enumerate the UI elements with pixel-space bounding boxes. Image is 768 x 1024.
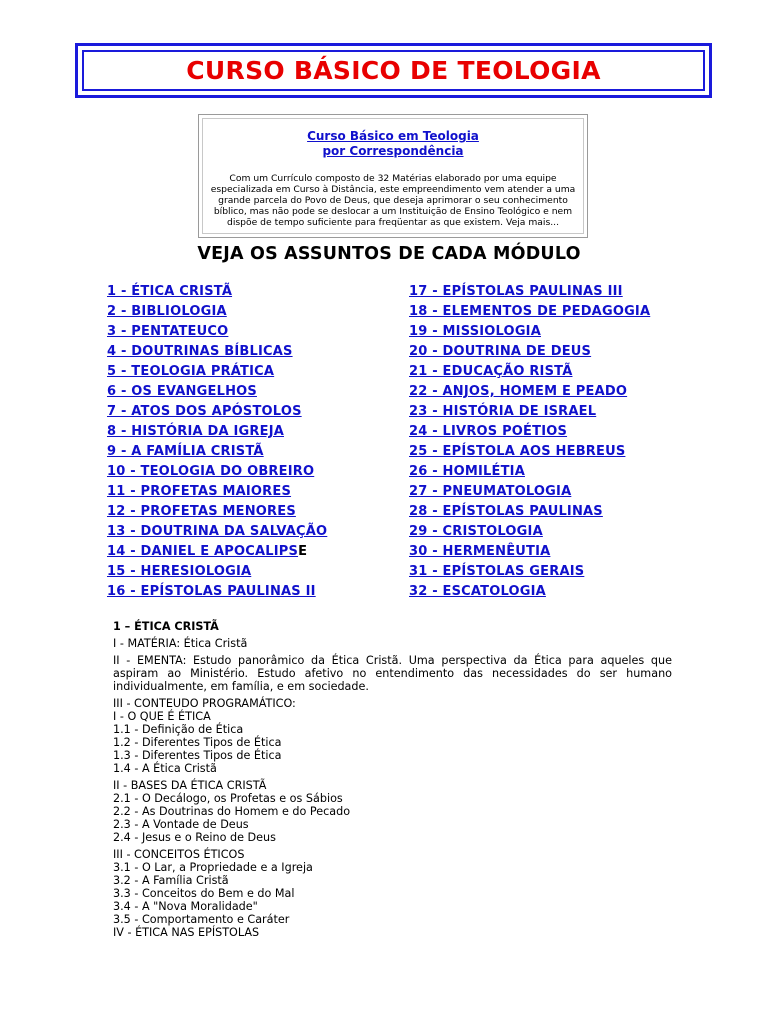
module-column-right	[409, 283, 650, 603]
modules-heading: VEJA OS ASSUNTOS DE CADA MÓDULO	[197, 244, 581, 264]
module-link[interactable]: 5 - TEOLOGIA PRÁTICA	[107, 364, 275, 379]
module-link[interactable]: 9 - A FAMÍLIA CRISTÃ	[107, 444, 264, 459]
module-link[interactable]: 10 - TEOLOGIA DO OBREIRO	[107, 464, 315, 479]
module-link[interactable]: 1 - ÉTICA CRISTÃ	[107, 284, 233, 299]
module-link[interactable]: 14 - DANIEL E APOCALIPS	[107, 544, 299, 559]
module-link[interactable]: 31 - EPÍSTOLAS GERAIS	[409, 564, 585, 579]
detail-title: 1 – ÉTICA CRISTÃ	[113, 620, 219, 633]
course-promo-inner	[202, 118, 584, 234]
page-title: CURSO BÁSICO DE TEOLOGIA	[186, 56, 601, 85]
module-link[interactable]: 22 - ANJOS, HOMEM E PEADO	[409, 384, 628, 399]
detail-line: 1.2 - Diferentes Tipos de Ética	[113, 736, 282, 749]
module-link[interactable]: 24 - LIVROS POÉTIOS	[409, 424, 568, 439]
detail-line: 3.1 - O Lar, a Propriedade e a Igreja	[113, 861, 313, 874]
promo-description: Com um Currículo composto de 32 Matérias elaborado por uma equipe especializada em Curso à Distância, este empreendimento vem atender a uma grande parcela do Povo de Deus, que deseja aprimorar o seu conhecimento bíblico, mas não pode se deslocar a um Instituição de Ensino Teológico e nem dispõe de tempo suficiente para freqüentar as que existem. Veja mais...	[210, 173, 576, 228]
module-link[interactable]: 12 - PROFETAS MENORES	[107, 504, 296, 519]
detail-ementa: II - EMENTA: Estudo panorâmico da Ética Cristã. Uma perspectiva da Ética para aqueles que aspiram ao Ministério. Estudo afetivo no entendimento das necessidades do ser humano individualmente, em família, e em sociedade.	[113, 654, 672, 693]
detail-line: 1.1 - Definição de Ética	[113, 723, 244, 736]
detail-line: 3.3 - Conceitos do Bem e do Mal	[113, 887, 295, 900]
promo-subtitle-link[interactable]: por Correspondência	[322, 144, 464, 158]
module-detail	[113, 620, 672, 943]
module-link[interactable]: 32 - ESCATOLOGIA	[409, 584, 546, 599]
detail-line: 2.1 - O Decálogo, os Profetas e os Sábios	[113, 792, 343, 805]
detail-group	[113, 779, 672, 844]
course-promo-box	[198, 114, 588, 238]
detail-line: IV - ÉTICA NAS EPÍSTOLAS	[113, 926, 260, 939]
detail-materia: I - MATÉRIA: Ética Cristã	[113, 637, 248, 650]
detail-line: 2.2 - As Doutrinas do Homem e do Pecado	[113, 805, 351, 818]
module-link[interactable]: 7 - ATOS DOS APÓSTOLOS	[107, 404, 302, 419]
title-banner-inner	[82, 50, 705, 91]
module-link[interactable]: 27 - PNEUMATOLOGIA	[409, 484, 572, 499]
module-link[interactable]: 16 - EPÍSTOLAS PAULINAS II	[107, 584, 316, 599]
module-link[interactable]: 13 - DOUTRINA DA SALVAÇÃO	[107, 524, 328, 539]
detail-line: I - O QUE É ÉTICA	[113, 710, 211, 723]
promo-title-link[interactable]: Curso Básico em Teologia	[307, 129, 479, 143]
module-link[interactable]: 19 - MISSIOLOGIA	[409, 324, 541, 339]
detail-line: 1.3 - Diferentes Tipos de Ética	[113, 749, 282, 762]
detail-line: III - CONTEUDO PROGRAMÁTICO:	[113, 697, 296, 710]
module-link[interactable]: 11 - PROFETAS MAIORES	[107, 484, 292, 499]
detail-line: 1.4 - A Ética Cristã	[113, 762, 217, 775]
module-link[interactable]: 20 - DOUTRINA DE DEUS	[409, 344, 592, 359]
title-banner	[75, 43, 712, 98]
module-link[interactable]: 3 - PENTATEUCO	[107, 324, 229, 339]
module-link[interactable]: 18 - ELEMENTOS DE PEDAGOGIA	[409, 304, 651, 319]
detail-line: II - BASES DA ÉTICA CRISTÃ	[113, 779, 267, 792]
module-link[interactable]: 23 - HISTÓRIA DE ISRAEL	[409, 404, 597, 419]
detail-group	[113, 848, 672, 939]
module-link[interactable]: 25 - EPÍSTOLA AOS HEBREUS	[409, 444, 626, 459]
detail-line: 3.2 - A Família Cristã	[113, 874, 229, 887]
module-link[interactable]: 26 - HOMILÉTIA	[409, 464, 525, 479]
module-link[interactable]: 28 - EPÍSTOLAS PAULINAS	[409, 504, 603, 519]
module-link[interactable]: 8 - HISTÓRIA DA IGREJA	[107, 424, 284, 439]
module-link[interactable]: 4 - DOUTRINAS BÍBLICAS	[107, 344, 293, 359]
module-link-suffix: E	[298, 544, 308, 559]
detail-group	[113, 697, 672, 775]
module-list	[0, 283, 768, 603]
detail-line: 3.5 - Comportamento e Caráter	[113, 913, 290, 926]
module-link[interactable]: 6 - OS EVANGELHOS	[107, 384, 257, 399]
module-link[interactable]: 17 - EPÍSTOLAS PAULINAS III	[409, 284, 623, 299]
module-link[interactable]: 21 - EDUCAÇÃO RISTÃ	[409, 364, 573, 379]
module-link[interactable]: 2 - BIBLIOLOGIA	[107, 304, 227, 319]
detail-line: 2.4 - Jesus e o Reino de Deus	[113, 831, 276, 844]
detail-line: 3.4 - A "Nova Moralidade"	[113, 900, 258, 913]
module-link[interactable]: 29 - CRISTOLOGIA	[409, 524, 543, 539]
detail-line: 2.3 - A Vontade de Deus	[113, 818, 249, 831]
module-link[interactable]: 15 - HERESIOLOGIA	[107, 564, 252, 579]
module-column-left	[107, 283, 327, 603]
detail-line: III - CONCEITOS ÉTICOS	[113, 848, 245, 861]
module-link-row	[107, 543, 327, 563]
module-link[interactable]: 30 - HERMENÊUTIA	[409, 544, 551, 559]
